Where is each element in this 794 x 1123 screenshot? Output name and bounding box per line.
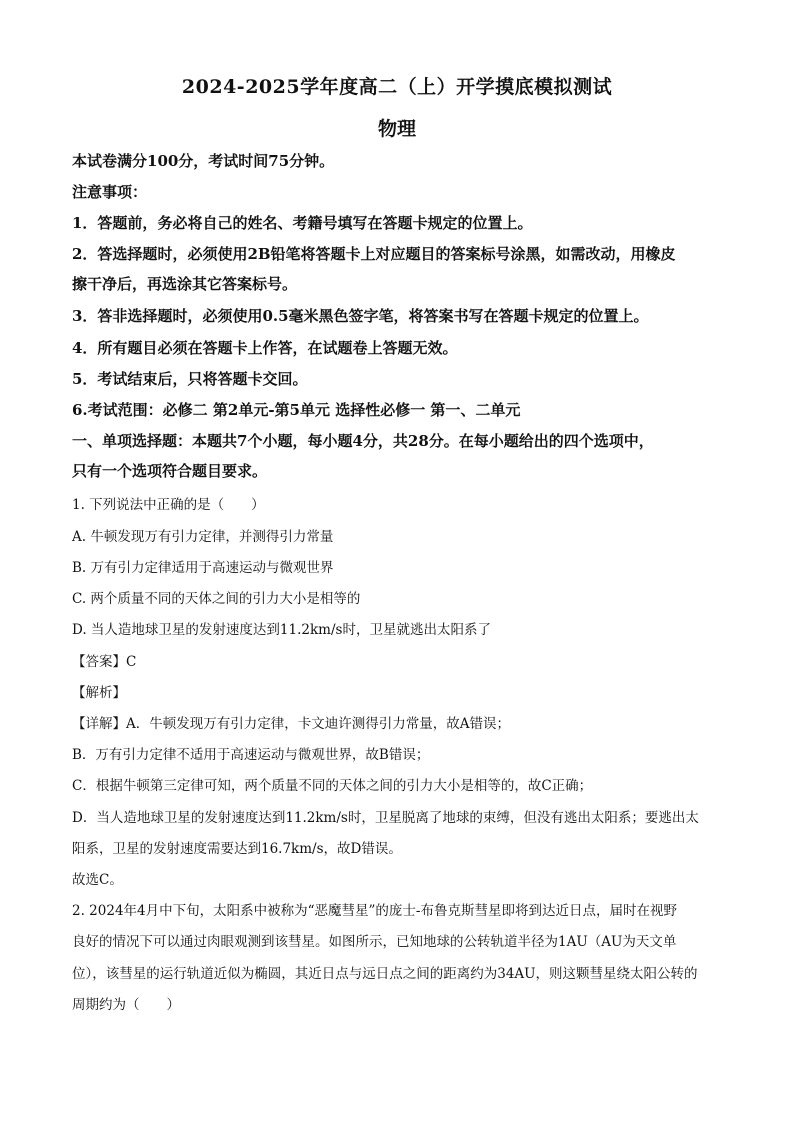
option-c: C. 两个质量不同的天体之间的引力大小是相等的 [72,591,361,607]
note-item: 擦干净后，再选涂其它答案标号。 [72,275,298,293]
question-stem: 周期约为（ ） [72,997,180,1013]
note-item: 6.考试范围：必修二 第2单元-第5单元 选择性必修一 第一、二单元 [72,401,521,419]
option-b: B. 万有引力定律适用于高速运动与微观世界 [72,560,334,576]
question-stem: 1. 下列说法中正确的是（ ） [72,497,265,513]
note-item: 2．答选择题时，必须使用2B铅笔将答题卡上对应题目的答案标号涂黑，如需改动，用橡皮 [72,245,676,263]
answer-text: 【答案】C [72,654,137,670]
note-item: 5．考试结束后，只将答题卡交回。 [72,370,308,388]
document-title: 2024-2025学年度高二（上）开学摸底模拟测试 [181,76,613,98]
analysis-line: 故选C。 [72,872,123,888]
section-heading: 一、单项选择题：本题共7个小题，每小题4分，共28分。在每小题给出的四个选项中， [72,432,654,450]
section-heading: 只有一个选项符合题目要求。 [72,462,268,480]
analysis-line: C．根据牛顿第三定律可知，两个质量不同的天体之间的引力大小是相等的，故C正确； [72,778,593,794]
analysis-line: 阳系，卫星的发射速度需要达到16.7km/s，故D错误。 [72,841,402,857]
question-stem: 2. 2024年4月中下旬，太阳系中被称为“恶魔彗星”的庞士-布鲁克斯彗星即将到达近日点，届时在视野 [72,903,677,919]
note-item: 4．所有题目必须在答题卡上作答，在试题卷上答题无效。 [72,339,458,357]
note-item: 3．答非选择题时，必须使用0.5毫米黑色签字笔，将答案书写在答题卡规定的位置上。 [72,307,649,325]
analysis-heading: 【解析】 [72,685,126,701]
question-stem: 良好的情况下可以通过肉眼观测到该彗星。如图所示，已知地球的公转轨道半径为1AU（AU为天文单 [72,934,677,950]
question-stem: 位），该彗星的运行轨道近似为椭圆，其近日点与远日点之间的距离约为34AU，则这颗彗星绕太阳公转的 [72,966,698,982]
option-d: D. 当人造地球卫星的发射速度达到11.2km/s时，卫星就逃出太阳系了 [72,622,491,638]
option-a: A. 牛顿发现万有引力定律，并测得引力常量 [72,529,334,545]
document-subject: 物理 [377,118,416,140]
intro-text: 本试卷满分100分，考试时间75分钟。 [72,152,335,170]
notes-heading: 注意事项： [72,183,148,201]
note-item: 1．答题前，务必将自己的姓名、考籍号填写在答题卡规定的位置上。 [72,214,533,232]
analysis-line: D．当人造地球卫星的发射速度达到11.2km/s时，卫星脱离了地球的束缚，但没有逃出太阳系；要逃出太 [72,810,699,826]
analysis-line: 【详解】A．牛顿发现万有引力定律，卡文迪许测得引力常量，故A错误； [72,716,510,732]
analysis-line: B．万有引力定律不适用于高速运动与微观世界，故B错误； [72,747,430,763]
